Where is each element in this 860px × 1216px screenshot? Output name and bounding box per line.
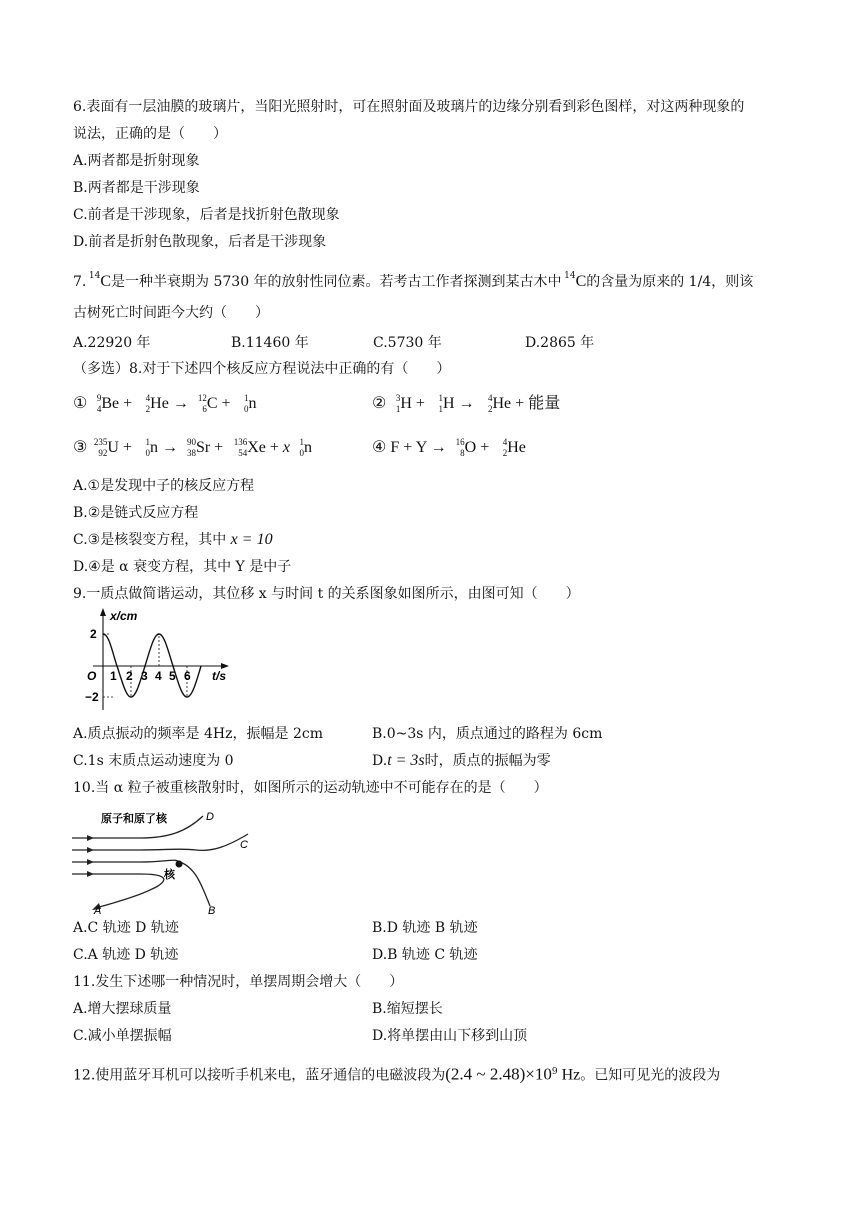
q10-trajectory-b: [180, 862, 210, 906]
q10-figure-title: 原子和原了核: [101, 813, 167, 825]
q10-stem: 10.当 α 粒子被重核散射时，如图所示的运动轨迹中不可能存在的是（ ）: [73, 780, 548, 796]
q9-xtick: 3: [141, 669, 148, 683]
q7-option-b: B.11460 年: [231, 335, 309, 351]
q11-option-c: C.减小单摆振幅: [73, 1028, 172, 1044]
q8-option-a: A.①是发现中子的核反应方程: [73, 478, 255, 494]
q9-xtick: 2: [126, 669, 133, 683]
q10-option-a: A.C 轨迹 D 轨迹: [73, 920, 179, 936]
q6-stem-line1: 6.表面有一层油膜的玻璃片，当阳光照射时，可在照射面及玻璃片的边缘分别看到彩色图样，对这两种现象的: [73, 99, 745, 115]
q6-option-d: D.前者是折射色散现象，后者是干涉现象: [73, 234, 327, 250]
q12-stem: 12.使用蓝牙耳机可以接听手机来电，蓝牙通信的电磁波段为(2.4 ~ $2.48)\times 10^9$ Hz。已知可见光的波段为: [73, 1064, 721, 1084]
q9-xtick: 6: [184, 669, 191, 683]
q6-option-c: C.前者是干涉现象，后者是找折射色散现象: [73, 207, 340, 223]
q9-option-c: C.1s 末质点运动速度为 0: [73, 753, 234, 769]
q7-option-c: C.5730 年: [373, 335, 442, 351]
q10-option-d: D.B 轨迹 C 轨迹: [372, 947, 478, 963]
c14-isotope-2: 14: [564, 271, 576, 281]
q9-displacement-time-graph: [73, 604, 233, 712]
q9-stem: 9.一质点做简谐运动，其位移 x 与时间 t 的关系图象如图所示，由图可知（ ）: [73, 586, 580, 602]
q10-option-c: C.A 轨迹 D 轨迹: [73, 947, 179, 963]
q9-y-arrow: [100, 608, 106, 616]
q8-equation-4: ④ F + Y → 16 8 O + 4 2 He: [372, 437, 526, 459]
q10-label-b: B: [208, 905, 216, 916]
q7-number: 7.: [73, 274, 87, 290]
q9-xtick: 4: [155, 669, 162, 683]
q7-option-a: A.22920 年: [73, 335, 151, 351]
q10-trajectory-a: [96, 874, 164, 908]
q8-equation-1: ① 9 4 Be + 4 2 He → 12 6 C + 1 0 n: [73, 393, 257, 415]
q10-option-b: B.D 轨迹 B 轨迹: [372, 920, 478, 936]
q11-option-b: B.缩短摆长: [372, 1001, 443, 1017]
q8-option-b: B.②是链式反应方程: [73, 505, 199, 521]
q10-trajectory-c: [140, 834, 248, 850]
q9-ytick: 2: [90, 627, 97, 641]
q7-option-d: D.2865 年: [525, 335, 595, 351]
q6-option-b: B.两者都是干涉现象: [73, 180, 200, 196]
q9-y-label: x/cm: [110, 609, 138, 623]
q9-option-d: D.t = 3s时，质点的振幅为零: [372, 752, 551, 769]
q10-label-d: D: [206, 811, 214, 823]
q9-xtick: 1: [110, 669, 117, 683]
q9-option-a: A.质点振动的频率是 4Hz，振幅是 2cm: [73, 726, 323, 742]
q6-stem-line2: 说法，正确的是（ ）: [73, 126, 227, 142]
q6-option-a: A.两者都是折射现象: [73, 153, 200, 169]
q9-x-label: t/s: [212, 669, 227, 683]
q11-option-a: A.增大摆球质量: [73, 1001, 172, 1017]
q11-stem: 11.发生下述哪一种情况时，单摆周期会增大（ ）: [73, 974, 404, 990]
q8-equation-2: ② 3 1 H + 1 1 H → 4 2 He + 能量: [372, 393, 561, 415]
q9-origin: O: [87, 669, 97, 683]
q10-label-c: C: [240, 839, 248, 851]
q11-option-d: D.将单摆由山下移到山顶: [372, 1028, 528, 1044]
c14-isotope: 14: [88, 271, 101, 281]
q7-stem-line2: 古树死亡时间距今大约（ ）: [73, 305, 269, 321]
q9-xtick: 5: [169, 669, 176, 683]
q8-option-c: C.③是核裂变方程，其中 x = 10: [73, 531, 273, 548]
q9-option-b: B.0~3s 内，质点通过的路程为 6cm: [372, 726, 603, 742]
q10-nucleus-label: 核: [164, 869, 175, 881]
q9-ytick: −2: [85, 690, 99, 704]
q8-stem: （多选）8.对于下述四个核反应方程说法中正确的有（ ）: [73, 361, 451, 377]
q8-option-d: D.④是 α 衰变方程，其中 Y 是中子: [73, 559, 292, 575]
q10-nucleus-dot: [176, 861, 183, 868]
q10-label-a: A: [94, 905, 102, 916]
q10-alpha-scattering-figure: [68, 806, 268, 916]
q8-equation-3: ③ 235 92 U + 1 0 n → 90 38 Sr + 136 54 Xe + x 1 0 n: [73, 437, 312, 459]
q7-stem-line1: 7. 14 C是一种半衰期为 5730 年的放射性同位素。若考古工作者探测到某古木中 14 C的含量为原来的 1/4，则该: [73, 271, 754, 290]
